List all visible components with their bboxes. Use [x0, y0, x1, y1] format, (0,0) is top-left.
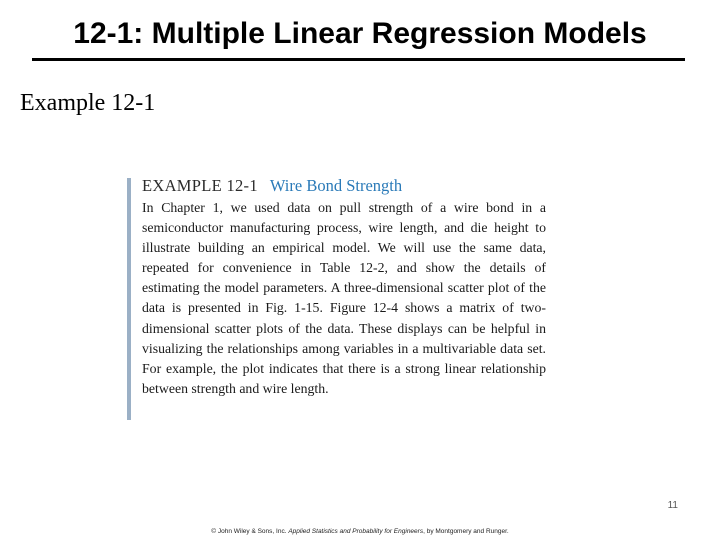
example-name: Wire Bond Strength: [269, 176, 403, 195]
example-label: EXAMPLE 12-1: [142, 176, 258, 195]
footer-book-title: Applied Statistics and Probability for Engineers: [288, 528, 424, 535]
example-excerpt: [127, 178, 557, 420]
example-heading: [142, 176, 402, 196]
footer-prefix: © John Wiley & Sons, Inc.: [211, 528, 289, 535]
page-number: 11: [667, 500, 678, 511]
title-underline: [32, 58, 685, 61]
slide-subtitle: Example 12-1: [20, 90, 156, 116]
footer-suffix: , by Montgomery and Runger.: [423, 528, 509, 535]
slide-title: 12-1: Multiple Linear Regression Models: [73, 17, 647, 50]
example-side-bar: [127, 178, 131, 420]
copyright-footer: [0, 528, 720, 535]
example-body-text: In Chapter 1, we used data on pull strength of a wire bond in a semiconductor manufacturing process, wire length, and die height to illustrate building an empirical model. We will use the same data, repeated for convenience in Table 12-2, and show the details of estimating the model parameters. A three-dimensional scatter plot of the data is presented in Fig. 1-15. Figure 12-4 shows a matrix of two-dimensional scatter plots of the data. These displays can be helpful in visualizing the relationships among variables in a multivariable data set. For example, the plot indicates that there is a strong linear relationship between strength and wire length.: [142, 200, 546, 396]
